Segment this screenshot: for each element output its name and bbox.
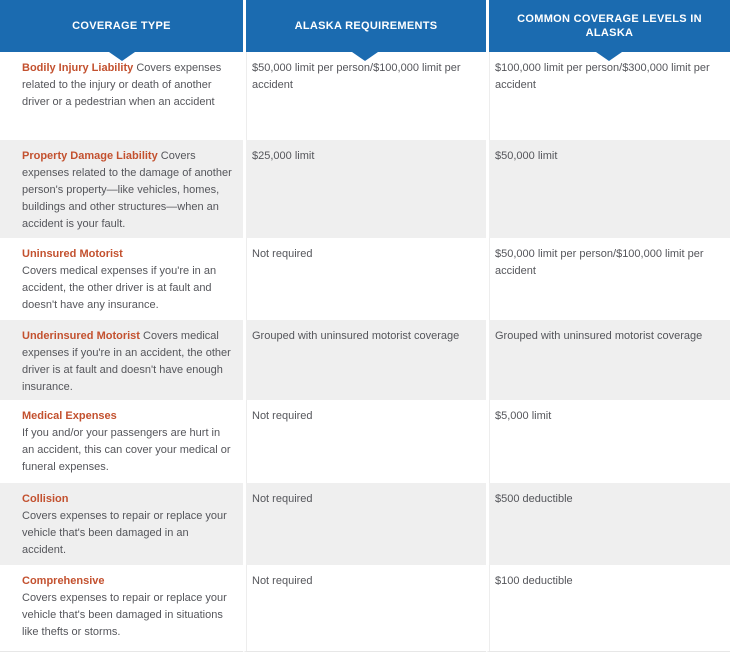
coverage-description: Covers expenses to repair or replace your vehicle that's been damaged in an accident. [22,510,227,556]
coverage-name: Medical Expenses [22,410,117,422]
coverage-description: If you and/or your passengers are hurt in an accident, this can cover your medical or funeral expenses. [22,427,231,473]
table-row [0,140,730,238]
alaska-requirements-cell: Not required [243,400,486,483]
column-header-coverage-type: COVERAGE TYPE [0,0,243,52]
alaska-requirements-cell: Not required [243,483,486,565]
coverage-type-cell [0,320,243,400]
common-coverage-cell: $100 deductible [486,565,730,652]
alaska-requirements-cell: $50,000 limit per person/$100,000 limit per accident [243,52,486,140]
alaska-requirements-cell: Grouped with uninsured motorist coverage [243,320,486,400]
common-coverage-cell: $500 deductible [486,483,730,565]
alaska-requirements-cell: Not required [243,565,486,652]
alaska-requirements-cell: $25,000 limit [243,140,486,238]
coverage-type-cell [0,238,243,320]
table-row [0,400,730,483]
header-pointer-icon [596,52,622,61]
common-coverage-cell: $50,000 limit [486,140,730,238]
common-coverage-cell: $100,000 limit per person/$300,000 limit per accident [486,52,730,140]
header-pointer-icon [352,52,378,61]
coverage-description: Covers medical expenses if you're in an accident, the other driver is at fault and doesn't have any insurance. [22,265,217,311]
coverage-name: Comprehensive [22,575,105,587]
coverage-name: Uninsured Motorist [22,248,123,260]
coverage-type-cell [0,140,243,238]
coverage-name: Property Damage Liability [22,150,158,162]
coverage-type-cell [0,400,243,483]
coverage-name: Bodily Injury Liability [22,62,134,74]
alaska-requirements-cell: Not required [243,238,486,320]
coverage-description: Covers medical expenses if you're in an accident, the other driver is at fault and doesn't have enough insurance. [22,330,231,393]
coverage-name: Collision [22,493,69,505]
common-coverage-cell: $50,000 limit per person/$100,000 limit per accident [486,238,730,320]
common-coverage-cell: $5,000 limit [486,400,730,483]
coverage-type-cell [0,565,243,652]
table-row [0,52,730,140]
table-row [0,320,730,400]
table-row [0,238,730,320]
table-row [0,565,730,652]
column-header-alaska-requirements: ALASKA REQUIREMENTS [243,0,486,52]
header-pointer-icon [109,52,135,61]
common-coverage-cell: Grouped with uninsured motorist coverage [486,320,730,400]
header-row [0,0,730,52]
coverage-type-cell [0,483,243,565]
coverage-type-cell [0,52,243,140]
coverage-description: Covers expenses related to the damage of another person's property—like vehicles, homes, buildings and other structures—when an accident is your fault. [22,150,232,230]
column-header-common-coverage-levels: COMMON COVERAGE LEVELS IN ALASKA [486,0,730,52]
coverage-description: Covers expenses related to the injury or death of another driver or a pedestrian when an accident [22,62,222,108]
coverage-name: Underinsured Motorist [22,330,140,342]
table-row [0,483,730,565]
coverage-description: Covers expenses to repair or replace your vehicle that's been damaged in situations like thefts or storms. [22,592,227,638]
